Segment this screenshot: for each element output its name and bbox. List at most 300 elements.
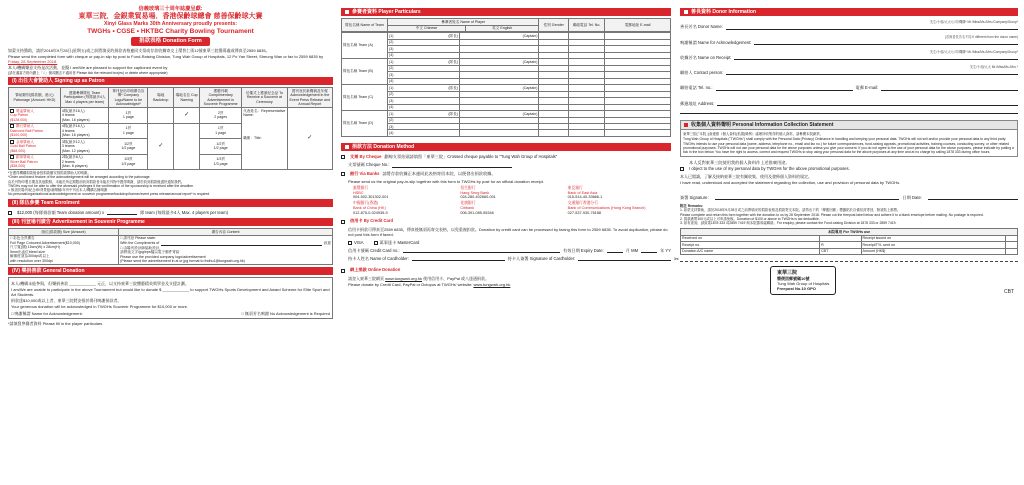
patron-th-2: 專刊登出印刷廣告宣傳* Company Logo/Name to be Acknowledged* (109, 88, 148, 108)
ad-compliments[interactable] (120, 241, 331, 246)
patron-cell[interactable] (9, 154, 61, 169)
checkbox[interactable] (348, 241, 352, 245)
patron-th-1: 獲邀參賽隊伍 Team Participation (每隊最多4人 Max 4 players per team) (60, 88, 109, 108)
players-body-table (341, 32, 671, 137)
page-zh: 1頁 (125, 110, 132, 115)
pic-title: 收集個人資料聲明 Personal Information Collection Statement (691, 121, 834, 128)
cheque-head: 支票 By Cheque (350, 154, 382, 160)
ad-content-line: (Please send the advertisement in ai or jpg format to fndhu1@tungwah.org.hk) (120, 259, 245, 264)
captain-zh: (隊長) (448, 59, 458, 64)
online-zh-text2: 使用信用卡、PayPal 或八達通捐款。 (423, 275, 489, 281)
page-zh: 1頁 (125, 126, 132, 131)
cut-line (680, 261, 1018, 262)
ad-size-line: Full Page Coloured Advertisement($10,000) (10, 240, 80, 245)
donation-banner (341, 143, 671, 151)
cheque-no-label: 支票號碼 Cheque No.: (348, 162, 390, 168)
gd-en: I am/We are unable to participate in the above Tournament but would like to donate $ ____________ to support TWGHs Sports Development and Award Scheme for Elite Sport and Art Students. (11, 287, 330, 298)
bank-item (353, 186, 456, 200)
player-number: (1) (389, 59, 394, 64)
team-cell (60, 154, 109, 169)
mc-option[interactable] (374, 240, 420, 245)
th-tel: 聯絡電話 Tel. No. (569, 19, 605, 32)
online-zh-text: 請登入東華三院網頁 (348, 275, 384, 281)
backdrop-cell (148, 123, 174, 169)
visa-option[interactable] (348, 240, 364, 245)
representative-cell[interactable] (242, 108, 287, 170)
th-team: 隊伍名稱 Name of Team (342, 19, 388, 32)
patron-zh: 銀球贊助人 (16, 155, 34, 160)
freepost-code-zh: 簡便回郵號碼10號 (777, 276, 810, 282)
opt-out-text (689, 160, 850, 171)
section4-title: (IV) 樂捐善款 General Donation (12, 268, 85, 275)
players-table (341, 18, 671, 32)
hint: (若與善長芳名不同 If different from the donor name) (944, 34, 1018, 39)
office-row (681, 248, 1018, 254)
team-en: 3 teams (61, 144, 75, 149)
card-signature-field[interactable] (578, 256, 671, 261)
intro-en-text: Please send the completed form with cheque or pay-in slip by post to Fund-Raising Division, Tung Wah Group of Hospitals, 12 Po Yan Street, Sheung Wan or fax to 2559 6835 by (8, 53, 324, 59)
ad-row[interactable] (9, 235, 333, 264)
cup-cell (174, 108, 200, 123)
cheque-no-field[interactable] (392, 163, 512, 168)
team-name-cell[interactable]: 隊伍名稱 Team (B) (342, 59, 388, 85)
section2-title: (II) 隊伍參賽 Team Enrolment (12, 199, 80, 206)
captain-zh: (隊長) (448, 85, 458, 90)
team-en: 4 teams (61, 113, 75, 118)
captain-zh: (隊長) (448, 111, 458, 116)
note: *Order and brand feature of the acknowledgement will be arranged according to the patronage. (8, 175, 151, 180)
patron-table (8, 87, 333, 170)
header-line3: Xinyi Glass Marks 30th Anniversary proudly presents: (103, 21, 237, 28)
page-en: 1 page (122, 130, 134, 135)
card-type-row[interactable] (348, 240, 671, 245)
team-en: 4 teams (61, 128, 75, 133)
receipt-name-field[interactable] (734, 50, 1018, 60)
date-label: 日期 Date： (902, 194, 925, 200)
donation-title: 捐款方法 Donation Method (352, 143, 415, 150)
address-label: 郵遞地址 Address: (680, 100, 715, 106)
online-zh (348, 276, 671, 281)
player-number: (3) (389, 72, 394, 77)
player-number: (3) (389, 124, 394, 129)
team-name-cell[interactable]: 隊伍名稱 Team (A) (342, 33, 388, 59)
expiry-month-field[interactable] (607, 248, 623, 253)
year-label: 年 YY (660, 247, 671, 253)
team-cell (60, 139, 109, 154)
ad-size-line: 解像度須為300dpi或以上 (10, 254, 50, 259)
opt-en: I object to the use of my personal data by TWGHs for the above promotional purposes. (689, 165, 850, 171)
bank-text-en: Please send us the original pay-in-slip together with this form to TWGHs by post for an official donation receipt. (348, 178, 544, 184)
remark-item: 3. 如有查詢，請致電1878 333 或2859 7419 與本院籌募處聯絡。For enquiry, please contact the Fund-raising Division at 1878 333 or 2859 7419. (680, 221, 897, 225)
th-english: 英文 English (465, 25, 538, 31)
patron-header-row (9, 88, 333, 108)
ad-en: 1/2 page (213, 146, 228, 151)
card-no-label: 信用卡號碼 Credit Card no.: (348, 247, 400, 253)
patron-amt: ($38,000) (10, 164, 26, 169)
gd-zh: 本人/機構未能參與，但樂捐善款 ____________ 元正，以支持東華三院體藝精英獎學金及支援計劃。 (11, 281, 190, 287)
team-cell (60, 108, 109, 123)
team-cell (60, 123, 109, 138)
holder-label: 持卡人姓名 Name of Cardholder: (348, 256, 409, 262)
checkbox[interactable] (341, 220, 345, 224)
patron-th-7: 獲刊登於新聞稿及年報 Acknowledgement in the Event Press Release and Annual Report (287, 88, 332, 108)
bank-item (460, 201, 563, 215)
check-mark: ✓ (307, 134, 313, 141)
card-no-field[interactable] (403, 248, 560, 253)
press-cell (287, 108, 332, 170)
section2-banner (8, 199, 333, 207)
player-number: (2) (389, 40, 394, 45)
player-chinese-cell[interactable] (388, 130, 460, 136)
card-no-row[interactable] (348, 248, 671, 253)
team-count-field[interactable] (107, 210, 137, 215)
player-number: (2) (389, 118, 394, 123)
patron-zh: 金球贊助人 (16, 139, 34, 144)
compliments-field[interactable] (161, 241, 322, 246)
patron-cell[interactable] (9, 123, 61, 138)
ad-table (8, 228, 333, 265)
checkbox[interactable] (10, 124, 14, 128)
tel-field[interactable] (716, 86, 853, 91)
freepost-org-zh: 東華三院 (777, 270, 798, 277)
player-number: (3) (389, 46, 394, 51)
patron-th-4: 場地名位 Cup Naming (174, 88, 200, 108)
bank-zh: 交通銀行香港分行 (567, 201, 599, 206)
team-max: (Max. 16 players) (61, 117, 90, 122)
freepost-tag: CBT (1004, 289, 1014, 296)
form-title: 捐款表格 Donation Form (131, 37, 210, 46)
rep-label: 代表姓名：Representative Name： (243, 108, 286, 118)
page-en: 1/3 page (121, 161, 136, 166)
checkbox[interactable] (374, 241, 378, 245)
card-signature-label: 持卡人簽署 Signature of Cardholder: (507, 256, 576, 262)
captain-en: (Captain) (522, 33, 538, 38)
office-cell: Receipt no. (681, 242, 820, 248)
compliments-tail: 致意 (323, 240, 331, 245)
tel-email-row[interactable] (680, 85, 1018, 90)
team-name-cell[interactable]: 隊伍名稱 Team (D) (342, 111, 388, 137)
patron-en: Silver Ball Patron (10, 159, 38, 164)
checkbox[interactable] (680, 167, 684, 171)
donor-name-row[interactable] (680, 19, 1018, 30)
bank-en: Hang Seng Bank (460, 190, 490, 195)
bank-acct: 006-391-085-55346 (460, 210, 494, 215)
patron-th-5: 獲贈刊載 Complimentary Advertisement in Souvenir Programme (200, 88, 242, 108)
section1-banner (8, 77, 333, 85)
ad-cell (200, 154, 242, 169)
bank-item (460, 186, 563, 200)
prefix-hint: 先生/小姐/太太/公司/機構* Mr./Miss/Ms./Mrs./Company/Group* (929, 19, 1018, 24)
team-name-cell[interactable]: 隊伍名稱 Team (C) (342, 85, 388, 111)
player-number: (1) (389, 33, 394, 38)
deadline: Friday, 28 September 2018. (8, 58, 58, 64)
patron-zh: 獎盃贊助人 (16, 108, 34, 113)
office-cell: Receipt/TYL sent on (861, 242, 1005, 248)
team-max: (Max. 8 players) (61, 164, 88, 169)
office-cell: R (820, 242, 861, 248)
note: □ 無須於場刊/紀念章/背景板/新聞稿/年刊中刊出本人/機構名稱鳴謝 (8, 188, 108, 192)
ad-zh: 1頁 (217, 126, 224, 131)
ad-size-line: 5mm出血位bleed size (10, 249, 45, 254)
th-chinese: 中文 Chinese (388, 25, 466, 31)
logo-cell (109, 123, 148, 138)
player-number: (3) (389, 98, 394, 103)
bank-row[interactable] (341, 171, 671, 176)
ad-content-line[interactable]: □ 請刊登 Please state: (120, 236, 156, 241)
ad-en: 1 page (215, 130, 227, 135)
player-number: (4) (389, 130, 394, 135)
right-column (674, 6, 1018, 479)
section3-title: (III) 刊登場刊廣告 Advertisement in Souvenir Programme (12, 219, 145, 225)
enrol-text: $12,000 (每隊捐款額 Team donation amount) x (17, 209, 105, 215)
th-player: 參賽者姓名 Name of Player (388, 19, 539, 25)
header-line2: 東華三院．金銀業貿易場．香港保齡球總會 慈善保齡球大賽 (78, 12, 263, 20)
ack-name-field[interactable] (754, 34, 1018, 45)
pic-body (680, 130, 1018, 157)
card-text: 信用卡捐款可傳真至2559 6835，傳真後無須再寄交表格，以免重複扣款。Donation by credit card can be processed by faxing this form to 2559 6835. To avoid duplication, please do not post this form if faxed. (348, 226, 668, 237)
player-rows (341, 32, 671, 137)
donor-name-label: 善長芳名 Donor Name: (680, 24, 723, 30)
contact-row[interactable] (680, 65, 1018, 75)
visa-label: VISA (354, 239, 364, 245)
online-row[interactable] (341, 267, 671, 272)
ad-size-line: with resolution over 300dpi (10, 258, 53, 263)
player-number: (4) (389, 105, 394, 110)
donor-name-field[interactable] (726, 19, 1018, 30)
pic-section (680, 120, 1018, 158)
expiry-year-field[interactable] (641, 248, 657, 253)
ack-yes[interactable]: □ 鳴謝稱謂 Name for Acknowledgement: (11, 311, 83, 317)
patron-amt: ($68,000) (10, 148, 26, 153)
section4-banner (8, 267, 333, 275)
bank-acct: 027-537-930-76188 (567, 210, 602, 215)
ad-content-cell[interactable] (119, 235, 333, 264)
patron-zh: 鑽石贊助人 (16, 124, 34, 129)
note: 由於刊物印製日期及其他限制，未能於所定期限前收到捐款者未能於刊物中獲得鳴謝，請於收到捐款後盡快通知我們。 (8, 179, 185, 184)
ad-cell (200, 139, 242, 154)
section1-title: (I) 出任大會贊助人 Signing up as Patron (12, 78, 105, 84)
remark-item: 2. 捐款港幣100元或以上可申請免稅。Donation of $100 or above to TWGHs is tax deductible. (680, 216, 820, 221)
page-en: 1/2 page (121, 146, 136, 151)
players-title: 參賽者資料 Player Particulars (352, 9, 421, 15)
online-en-text: Please donate by Credit Card, PayPal or Octopus at TWGHs' website: (348, 281, 473, 287)
office-cell: Amount (HK$) (861, 248, 1005, 254)
bank-acct: 015-514-40-33666-1 (567, 195, 603, 200)
logo-cell (109, 154, 148, 169)
receipt-name-row[interactable] (680, 50, 1018, 60)
player-row[interactable] (342, 130, 671, 136)
patron-row[interactable] (9, 108, 333, 123)
captain-zh: (隊長) (448, 33, 458, 38)
ad-zh: 1/2頁 (216, 141, 225, 146)
expiry-label: 有效日期 Expiry Date: (563, 247, 604, 253)
holder-row[interactable] (348, 256, 671, 261)
page-en: 1 page (122, 115, 134, 120)
pic-en: Tung Wah Group of Hospitals ("TWGHs") shall comply with the Personal Data (Privacy) Ordinance in handling and keeping your personal data. TWGHs will not sell and/or provide your personal data to any third party. TWGHs intends to use your personal data (name, address, telephone no., email and fax no.) for future correspondences, fund-raising appeals, promotional activities, training courses, conducting survey, or other related promotional purposes. TWGHs will not use your personal data for the above purposes unless you give your consent. If you do not agree to the use of your personal data for the above purposes, please indicate by putting a tick in the box below. You have the right to access, correct and request TWGHs to stop using your personal data for the above purposes at any time and at no charge by calling 1878 333 during office hours. (683, 137, 1014, 154)
check-mark: ✓ (158, 142, 164, 149)
bank-zh: 滙豐銀行 (353, 185, 369, 190)
patron-notes (8, 171, 333, 197)
note: TWGHs may not be able to offer the aforesaid privileges if the confirmation of the sponsorship is received after the deadline. (8, 183, 194, 188)
remarks-title: 附註 Remarks： (680, 204, 706, 208)
note: *在獲得機構捐款後會按捐款額安排捐款贊助人的鳴謝。 (8, 171, 91, 175)
team-zh: 2隊(最多8人) (61, 155, 83, 160)
pic-zh: 東華三院(「本院」)會遵照《個人資料(私隱)條例》處理所收集得的個人資料，請參閱本院網頁。 (683, 132, 824, 136)
holder-field[interactable] (412, 256, 505, 261)
scissors-icon: ✂ (674, 257, 680, 264)
header-line4: TWGHs • CGSE • HKTBC Charity Bowling Tournament (87, 27, 254, 35)
ad-size-cell[interactable] (9, 235, 119, 264)
intro-en (8, 54, 333, 64)
page-zh: 1/2頁 (124, 141, 133, 146)
patron-amt: ($128,000) (10, 117, 28, 122)
ack-no[interactable]: □ 無須芳名鳴謝 No Acknowledgement is Required (241, 311, 330, 317)
footer-note: *請填寫參賽者資料 Please fill in the player particulars (8, 321, 103, 327)
patron-en: Diamond Ball Patron (10, 128, 43, 133)
player-english-cell[interactable] (459, 130, 538, 136)
ad-zh: 1/3頁 (216, 157, 225, 162)
team-zh: 3隊(最多12人) (61, 139, 85, 144)
logo-cell (109, 139, 148, 154)
online-en (348, 282, 671, 287)
bank-text: 請將存款收據正本連同此表格寄回本院，以便發出捐款收據。 (382, 170, 496, 176)
checkbox[interactable] (341, 172, 345, 176)
remark-item: Please complete and return this form together with the donation to us by 28 September 2018. Please cut the freepost label below and adhere it to a blank envelope before mailing. No postage is required. (680, 212, 984, 217)
intro-hint: (請在適當方格內劃上「✓」號或刪去不適用者 Please tick the relevant box(es) or delete where appropriate) (8, 70, 168, 75)
bank-zh: 花旗銀行 (460, 201, 476, 206)
pic-header (680, 120, 1018, 130)
bank-head: 銀行 Via Banks (350, 170, 380, 176)
tel-label: 聯絡電話 Tel. no.: (680, 85, 713, 91)
remarks (680, 204, 1018, 225)
opt-zh: 本人反對東華三院使用我的個人資料作上述推廣用途。 (689, 160, 790, 166)
checkbox[interactable] (8, 211, 12, 215)
office-table (680, 228, 1018, 255)
intro-zh: 如蒙支持贊助，請於2018年9月28日(星期五)或之前將填妥的捐款表格連同支票或存款收據寄交上環普仁街12號東華三院籌募處或傳真至2559 6835。 (8, 47, 270, 53)
enrol-text2: 隊 team (每隊最多4人 Max. 4 players per team) (140, 209, 229, 215)
card-row[interactable] (341, 218, 671, 223)
ack-name-row[interactable] (680, 34, 1018, 45)
address-field[interactable] (717, 101, 1018, 106)
player-email-cell[interactable] (605, 130, 671, 136)
section3-banner (8, 218, 333, 226)
ack-name-label: 鳴謝稱謂 Name for Acknowledgement: (680, 39, 752, 45)
bank-zh: 東亞銀行 (567, 185, 583, 190)
address-field-2[interactable] (680, 109, 1018, 114)
header-line1: 信義玻璃三十周年誌慶呈獻: (138, 6, 203, 12)
office-cell: Donation A/C name (681, 248, 820, 254)
freepost-org-en: Tung Wah Group of Hospitals (777, 281, 830, 287)
ad-size-line: 尺寸寬(闊) 15cm(W) x 28cm(H) (10, 245, 60, 250)
bank-en: HSBC (353, 190, 364, 195)
remark-item: 1. 如蒙支持贊助，請於2018年9月28日或之前將填妥的捐款表格及捐款寄交本院。請剪出下的「傳遞回郵」標籤貼於自備信封寄回，無須貼上郵票。 (680, 208, 901, 213)
patron-th-6: 於儀式上獲頒紀念品 To Receive a Souvenir at Ceremony (242, 88, 287, 108)
checkbox[interactable] (10, 155, 14, 159)
online-head: 網上捐款 Online Donation (350, 267, 401, 273)
address-row[interactable] (680, 101, 1018, 106)
check-mark: ✓ (184, 111, 190, 118)
left-column (8, 6, 333, 479)
patron-en: Gold Ball Patron (10, 144, 37, 149)
ack-options (11, 311, 330, 316)
checkbox[interactable] (341, 155, 345, 159)
ad-content-line[interactable]: □ 由場刊設計師協助設計， (120, 245, 163, 250)
signature-field[interactable] (715, 195, 900, 200)
compliments-label: With the Compliments of (120, 240, 160, 245)
captain-en: (Captain) (522, 59, 538, 64)
gd-min-en: Your generous donation will be acknowledged in TWGHs Souvenir Programme for $10,000 or more. (11, 304, 188, 310)
ad-zh: 2頁 (217, 110, 224, 115)
bank-en: Bank of Communications (Hong Kong Branch) (567, 205, 646, 210)
email-field[interactable] (881, 86, 1018, 91)
ad-cell (200, 108, 242, 123)
email-label: 電郵 E-mail: (855, 85, 879, 91)
cheque-no-row[interactable] (348, 162, 671, 167)
player-gender-cell[interactable] (539, 130, 569, 136)
website-link[interactable]: www.tungwah.org.hk (385, 275, 423, 281)
contact-field[interactable] (726, 65, 1018, 75)
th-gender: 性別 Gender (539, 19, 569, 32)
donor-title: 善長資料 Donor Information (691, 9, 756, 15)
month-label: 月 MM (625, 247, 639, 253)
ad-cell (200, 123, 242, 138)
bank-list (353, 186, 671, 215)
patron-en: Cup Patron (10, 113, 29, 118)
bank-zh: 中國銀行(香港) (353, 201, 379, 206)
checkbox[interactable] (341, 269, 345, 273)
signature-row[interactable] (680, 195, 1018, 200)
team-max: (Max. 12 players) (61, 148, 90, 153)
website-link[interactable]: www.tungwah.org.hk (473, 281, 511, 287)
bank-item (568, 201, 671, 215)
address-row-2[interactable] (680, 109, 1018, 114)
bank-acct: 024-280-402660-001 (460, 195, 496, 200)
captain-en: (Captain) (522, 85, 538, 90)
checkbox[interactable] (10, 109, 14, 113)
player-number: (4) (389, 53, 394, 58)
player-number: (1) (389, 85, 394, 90)
office-cell: Receipt issued on (861, 235, 1005, 241)
contact-label: 聯絡人 Contact person: (680, 70, 724, 75)
checkbox[interactable] (10, 140, 14, 144)
freepost-code-en: Freepost No.10 GPO (777, 286, 816, 292)
team-enrolment-row[interactable] (8, 210, 333, 215)
bank-en: Bank of China (HK) (353, 205, 386, 210)
ad-en: 2 pages (214, 115, 228, 120)
bank-item (568, 186, 671, 200)
captain-en: (Captain) (522, 111, 538, 116)
gd-min-zh: 捐款達$10,000或以上者，東華三院將安排於場刊鳴謝捐款者。 (11, 298, 122, 304)
date-field[interactable] (928, 195, 1018, 200)
prefix-hint: 先生/小姐/太太 Mr./Miss/Ms./Mrs.* (970, 65, 1018, 70)
patron-cell[interactable] (9, 139, 61, 154)
bank-zh: 恒生銀行 (460, 185, 476, 190)
player-number: (1) (389, 111, 394, 116)
player-tel-cell[interactable] (569, 130, 605, 136)
receipt-name-label: 收據芳名 Name on Receipt: (680, 54, 732, 60)
general-donation-box (8, 277, 333, 319)
agree-en: I have read, understood and accepted the statement regarding the collection, use and provision of personal data by TWGHs. (680, 179, 901, 185)
patron-amt: ($100,000) (10, 133, 28, 138)
cup-cell (174, 123, 200, 169)
cheque-row[interactable] (341, 154, 671, 159)
ad-size-line[interactable]: □ 彩色全頁廣告 (10, 236, 35, 241)
bank-en: Bank of East Asia (567, 190, 598, 195)
freepost-label (770, 266, 836, 295)
opt-out-row[interactable] (680, 160, 1018, 171)
patron-cell[interactable] (9, 108, 61, 123)
bank-acct: 012-875-0-024935-9 (353, 210, 388, 215)
